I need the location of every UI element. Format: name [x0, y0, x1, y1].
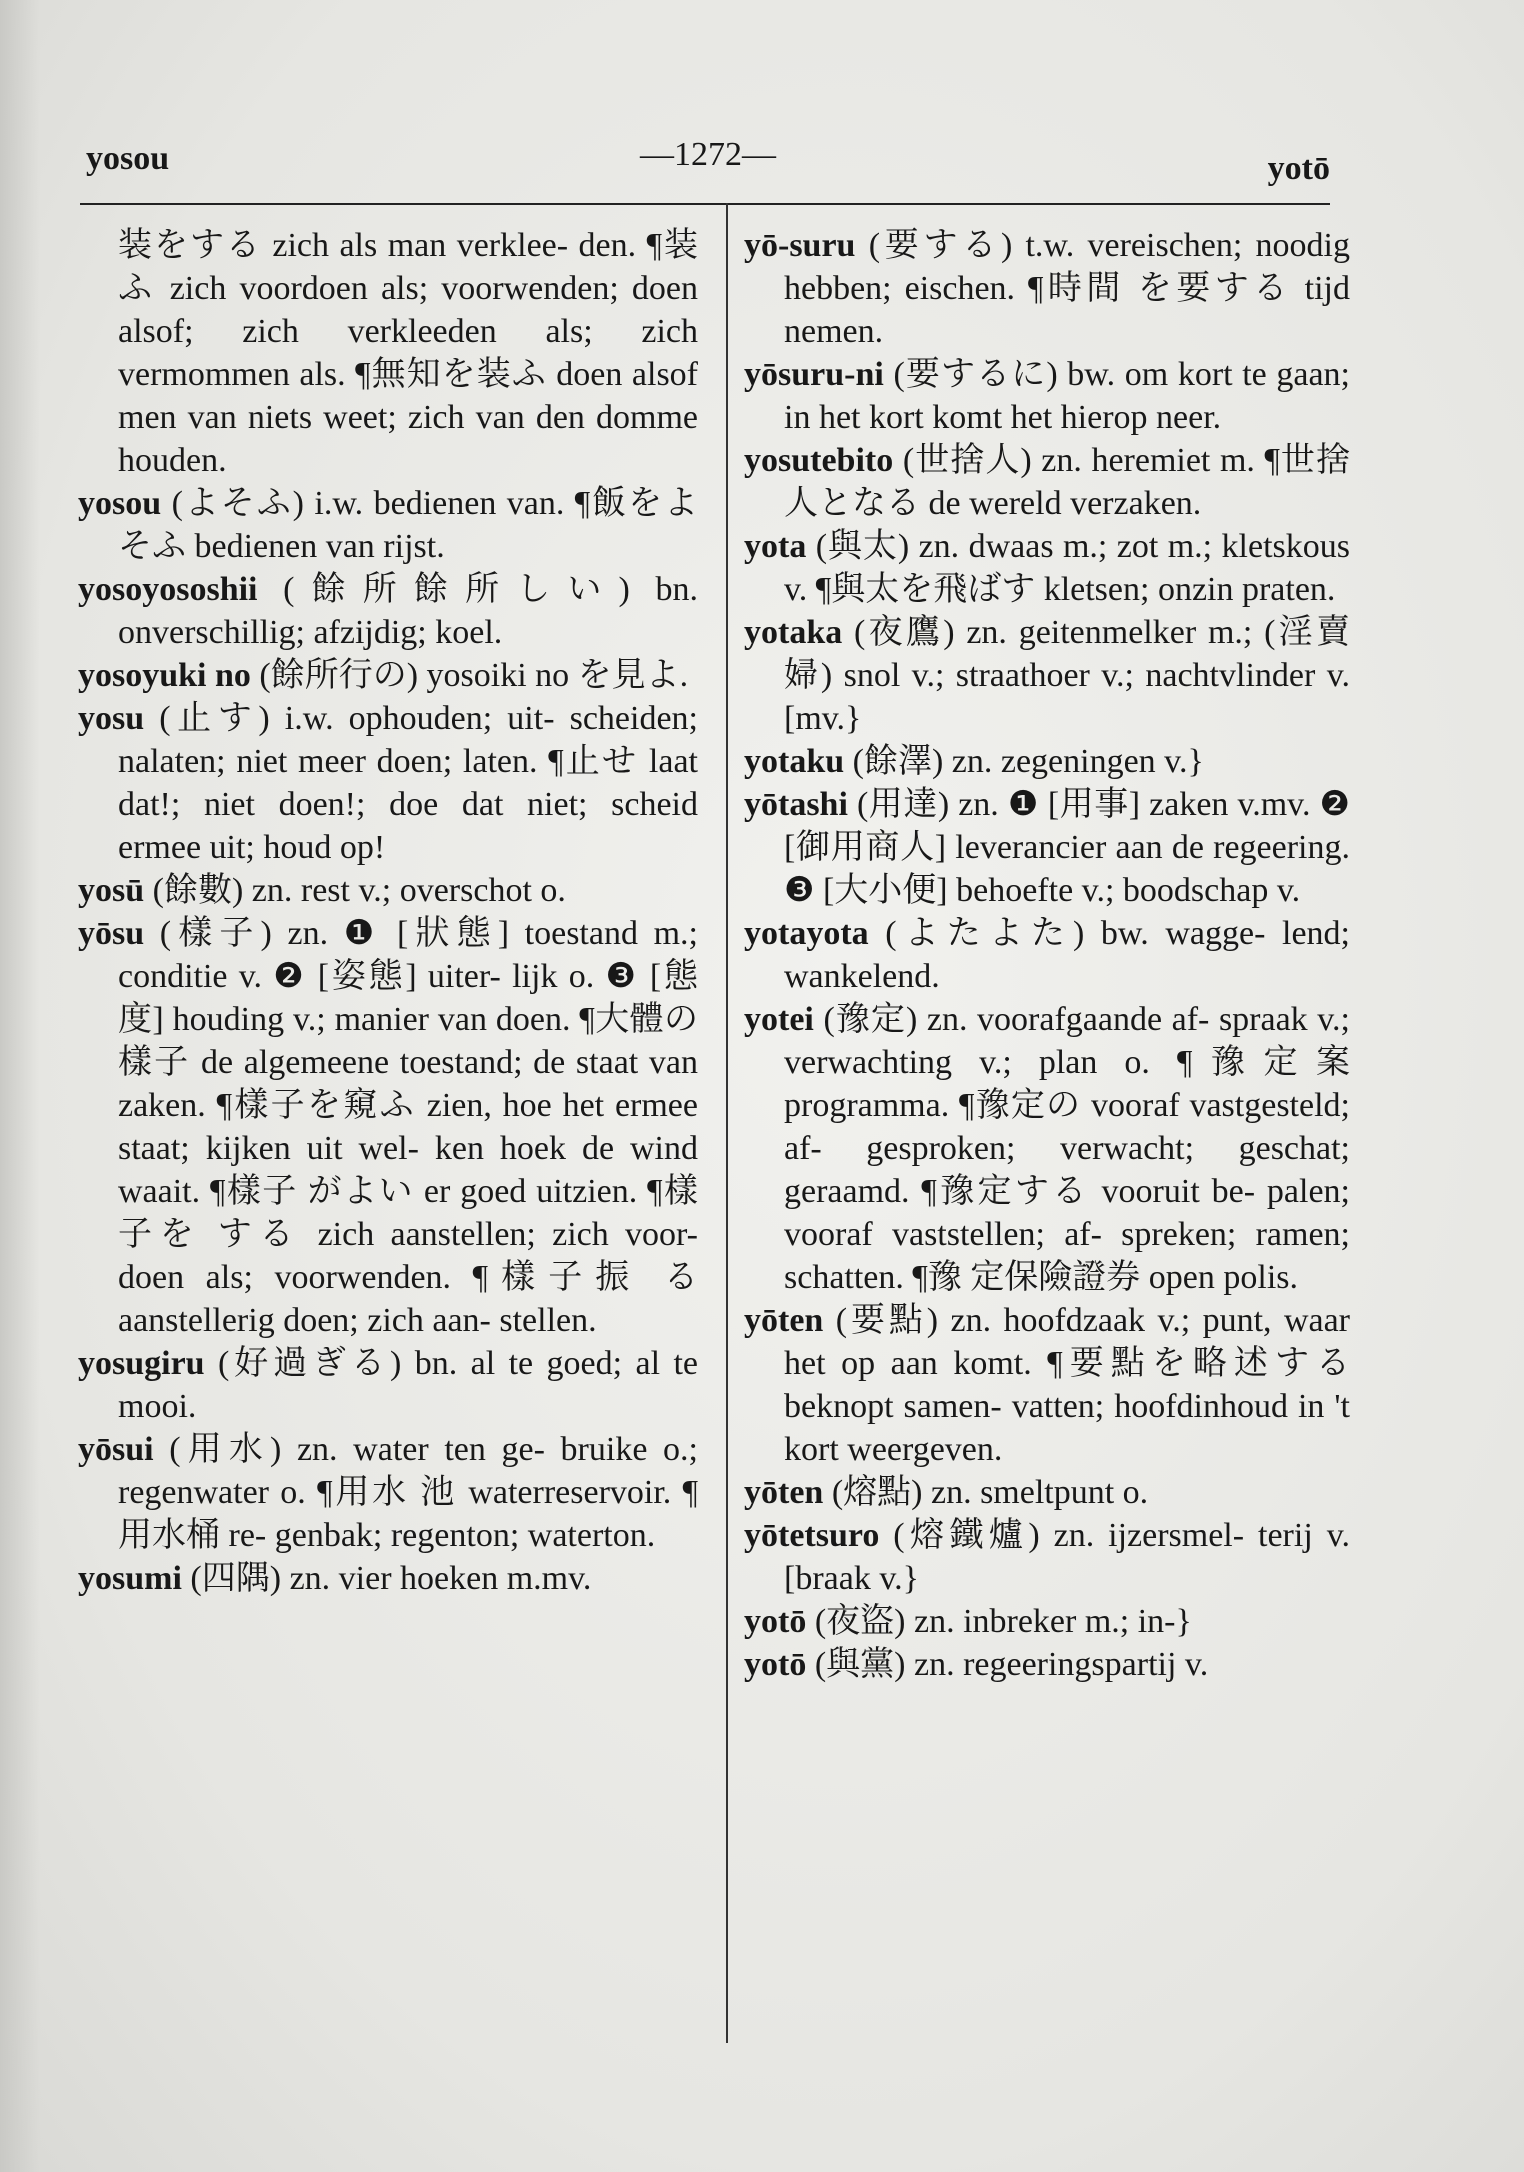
headword: yō-suru [744, 227, 856, 264]
headword: yosu [78, 700, 145, 737]
dictionary-entry: yotayota (よたよた) bw. wagge- lend; wankelend. [744, 915, 1351, 995]
headword: yōsuru-ni [744, 356, 884, 393]
headword: yōten [744, 1474, 824, 1511]
header-right-guide-word: yotō [1267, 150, 1330, 187]
dictionary-entry: yosu (止す) i.w. ophouden; uit- scheiden; nalaten; niet meer doen; laten. ¶止せ laat dat!; niet doen!; doe dat niet; scheid ermee uit; houd op! [78, 700, 699, 866]
dictionary-entry: yōtetsuro (熔鐵爐) zn. ijzersmel- terij v. [braak v.} [744, 1517, 1350, 1597]
headword: yotei [744, 1001, 814, 1038]
headword: yōten [744, 1302, 824, 1339]
headword: yosoyuki no [78, 657, 251, 694]
dictionary-entry: yosugiru (好過ぎる) bn. al te goed; al te mooi. [78, 1345, 698, 1425]
dictionary-entry: yōsui (用水) zn. water ten ge- bruike o.; regenwater o. ¶用水 池 waterreservoir. ¶用水桶 re- genbak; regenton; waterton. [78, 1431, 698, 1554]
page-header [80, 130, 1330, 190]
headword: yotō [744, 1603, 807, 1640]
dictionary-entry: yotaku (餘澤) zn. zegeningen v.} [744, 743, 1204, 780]
dictionary-entry: yōtashi (用達) zn. ❶ [用事] zaken v.mv. ❷ [御用商人] leverancier aan de regeering. ❸ [大小便] behoefte v.; boodschap v. [744, 786, 1350, 909]
headword: yotaka [744, 614, 843, 651]
headword: yōsui [78, 1431, 154, 1468]
dictionary-entry: yotei (豫定) zn. voorafgaande af- spraak v.; verwachting v.; plan o. ¶豫定案 programma. ¶豫定の vooraf vastgesteld; af- gesproken; verwacht; geschat; geraamd. ¶豫定する vooruit be- palen; vooraf vaststellen; af- spreken; ramen; schatten. ¶豫 定保險證券 open polis. [744, 1001, 1351, 1296]
headword: yosū [78, 872, 145, 909]
page-number: —1272— [640, 136, 776, 173]
dictionary-entry: yosutebito (世捨人) zn. heremiet m. ¶世捨人となる de wereld verzaken. [744, 442, 1351, 522]
right-column [744, 224, 1350, 1686]
headword: yōtashi [744, 786, 848, 823]
dictionary-entry: yōsuru-ni (要するに) bw. om kort te gaan; in het kort komt het hierop neer. [744, 356, 1351, 436]
dictionary-entry: yō-suru (要する) t.w. vereischen; noodig hebben; eischen. ¶時間 を要する tijd nemen. [744, 227, 1350, 350]
header-left-guide-word: yosou [86, 140, 170, 177]
header-rule [80, 203, 1330, 205]
dictionary-entry: yōten (要點) zn. hoofdzaak v.; punt, waar het op aan komt. ¶要點を略述する beknopt samen- vatten; hoofdinhoud in 't kort weergeven. [744, 1302, 1351, 1468]
headword: yosutebito [744, 442, 894, 479]
headword: yosumi [78, 1560, 182, 1597]
dictionary-entry: yosou (よそふ) i.w. bedienen van. ¶飯をよそふ bedienen van rijst. [78, 485, 698, 565]
dictionary-entry: yōsu (樣子) zn. ❶ [狀態] toestand m.; conditie v. ❷ [姿態] uiter- lijk o. ❸ [態度] houding v.; manier van doen. ¶大體の樣子 de algemeene toestand; de staat van zaken. ¶樣子を窺ふ zien, hoe het ermee staat; kijken uit wel- ken hoek de wind waait. ¶樣子 がよい er goed uitzien. ¶樣子を する zich aanstellen; zich voor- doen als; voorwenden. ¶樣子振 る aanstellerig doen; zich aan- stellen. [78, 915, 698, 1339]
page-edge-shadow [0, 0, 40, 2172]
headword: yotō [744, 1646, 807, 1683]
dictionary-entry: yosumi (四隅) zn. vier hoeken m.mv. [78, 1560, 592, 1597]
entry-continuation: 装をする zich als man verklee- den. ¶装ふ zich voordoen als; voorwenden; doen alsof; zich verkleeden als; zich vermommen als. ¶無知を装ふ doen alsof men van niets weet; zich van den domme houden. [118, 227, 698, 479]
dictionary-entry: yotaka (夜鷹) zn. geitenmelker m.; (淫賣婦) snol v.; straathoer v.; nachtvlinder v. [mv.} [744, 614, 1351, 737]
headword: yosugiru [78, 1345, 205, 1382]
column-divider [726, 203, 728, 2043]
headword: yōsu [78, 915, 145, 952]
headword: yotaku [744, 743, 845, 780]
dictionary-entry: yosoyososhii (餘所餘所しい) bn. onverschillig; afzijdig; koel. [78, 571, 698, 651]
dictionary-entry: yosū (餘數) zn. rest v.; overschot o. [78, 872, 566, 909]
dictionary-entry: yosoyuki no (餘所行の) yosoiki no を見よ. [78, 657, 689, 694]
dictionary-entry: yota (與太) zn. dwaas m.; zot m.; kletskous v. ¶與太を飛ばす kletsen; onzin praten. [744, 528, 1350, 608]
headword: yosoyososhii [78, 571, 258, 608]
left-column [78, 224, 698, 1600]
dictionary-entry: yotō (夜盜) zn. inbreker m.; in-} [744, 1603, 1192, 1640]
headword: yota [744, 528, 807, 565]
headword: yosou [78, 485, 162, 522]
headword: yōtetsuro [744, 1517, 880, 1554]
headword: yotayota [744, 915, 869, 952]
dictionary-entry: yotō (與黨) zn. regeeringspartij v. [744, 1646, 1209, 1683]
dictionary-entry: yōten (熔點) zn. smeltpunt o. [744, 1474, 1149, 1511]
